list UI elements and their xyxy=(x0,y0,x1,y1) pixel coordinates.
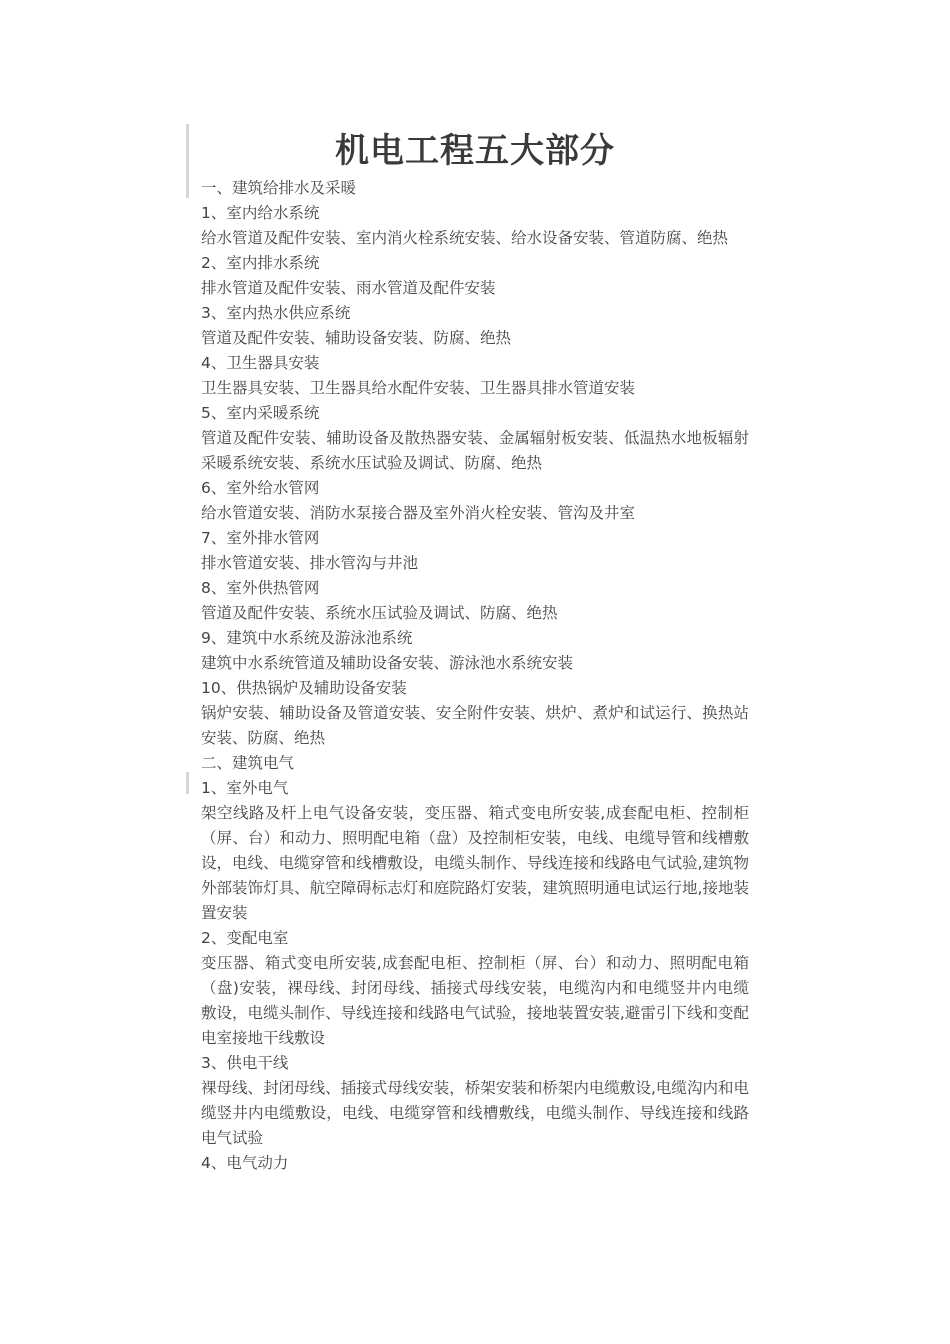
page-title: 机电工程五大部分 xyxy=(335,131,615,171)
margin-bar-mid xyxy=(186,772,189,794)
paragraph: 排水管道及配件安装、雨水管道及配件安装 xyxy=(201,279,496,297)
paragraph: 管道及配件安装、辅助设备及散热器安装、金属辐射板安装、低温热水地板辐射采暖系统安装、系统水压试验及调试、防腐、绝热 xyxy=(201,429,749,472)
subsection-heading: 1、室外电气 xyxy=(201,779,289,797)
subsection-heading: 4、电气动力 xyxy=(201,1154,289,1172)
subsection-heading: 8、室外供热管网 xyxy=(201,579,320,597)
subsection-heading: 6、室外给水管网 xyxy=(201,479,320,497)
paragraph: 排水管道安装、排水管沟与井池 xyxy=(201,554,419,572)
subsection-heading: 5、室内采暖系统 xyxy=(201,404,320,422)
paragraph: 卫生器具安装、卫生器具给水配件安装、卫生器具排水管道安装 xyxy=(201,379,636,397)
subsection-heading: 4、卫生器具安装 xyxy=(201,354,320,372)
paragraph: 锅炉安装、辅助设备及管道安装、安全附件安装、烘炉、煮炉和试运行、换热站安装、防腐、绝热 xyxy=(201,704,749,747)
paragraph: 给水管道及配件安装、室内消火栓系统安装、给水设备安装、管道防腐、绝热 xyxy=(201,229,729,247)
paragraph: 架空线路及杆上电气设备安装，变压器、箱式变电所安装,成套配电柜、控制柜（屏、台）和动力、照明配电箱（盘）及控制柜安装，电线、电缆导管和线槽敷设，电线、电缆穿管和线槽敷设，电缆头制作、导线连接和线路电气试验,建筑物外部装饰灯具、航空障碍标志灯和庭院路灯安装，建筑照明通电试运行地,接地装置安装 xyxy=(201,804,749,922)
paragraph: 管道及配件安装、辅助设备安装、防腐、绝热 xyxy=(201,329,512,347)
paragraph: 给水管道安装、消防水泵接合器及室外消火栓安装、管沟及井室 xyxy=(201,504,636,522)
subsection-heading: 10、供热锅炉及辅助设备安装 xyxy=(201,679,407,697)
subsection-heading: 2、室内排水系统 xyxy=(201,254,320,272)
section-heading: 二、建筑电气 xyxy=(201,754,295,772)
subsection-heading: 1、室内给水系统 xyxy=(201,204,320,222)
document-body xyxy=(201,176,749,1176)
subsection-heading: 9、建筑中水系统及游泳池系统 xyxy=(201,629,413,647)
paragraph: 管道及配件安装、系统水压试验及调试、防腐、绝热 xyxy=(201,604,558,622)
subsection-heading: 7、室外排水管网 xyxy=(201,529,320,547)
subsection-heading: 3、供电干线 xyxy=(201,1054,289,1072)
paragraph: 裸母线、封闭母线、插接式母线安装，桥架安装和桥架内电缆敷设,电缆沟内和电缆竖井内电缆敷设，电线、电缆穿管和线槽敷线，电缆头制作、导线连接和线路电气试验 xyxy=(201,1079,749,1147)
paragraph: 变压器、箱式变电所安装,成套配电柜、控制柜（屏、台）和动力、照明配电箱（盘)安装，裸母线、封闭母线、插接式母线安装，电缆沟内和电缆竖井内电缆敷设，电缆头制作、导线连接和线路电气试验，接地装置安装,避雷引下线和变配电室接地干线敷设 xyxy=(201,954,749,1047)
subsection-heading: 2、变配电室 xyxy=(201,929,289,947)
section-heading: 一、建筑给排水及采暖 xyxy=(201,179,357,197)
subsection-heading: 3、室内热水供应系统 xyxy=(201,304,351,322)
paragraph: 建筑中水系统管道及辅助设备安装、游泳池水系统安装 xyxy=(201,654,574,672)
